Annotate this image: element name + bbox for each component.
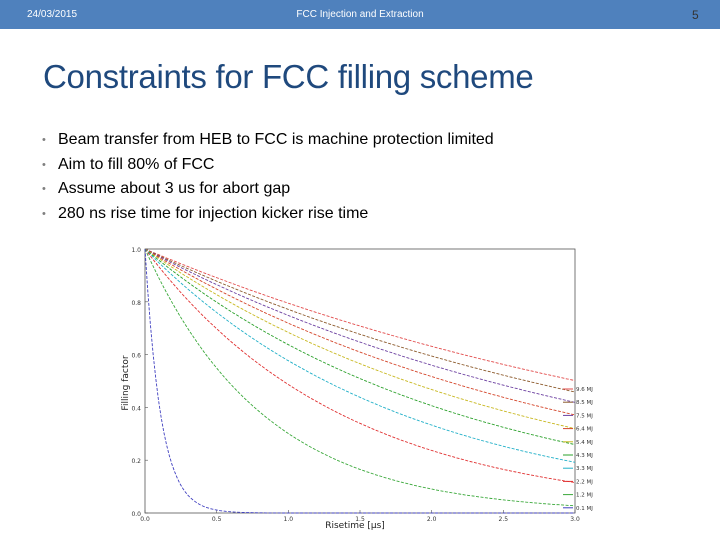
- bullet-icon: •: [42, 207, 46, 220]
- y-tick-label: 0.0: [131, 511, 141, 518]
- filling-factor-chart: [115, 243, 605, 533]
- y-tick-label: 0.6: [131, 352, 141, 360]
- bullet-icon: •: [42, 134, 46, 146]
- legend-label: 7.5 MJ: [576, 413, 593, 420]
- x-tick-label: 2.5: [498, 516, 509, 523]
- legend-label: 5.4 MJ: [576, 439, 593, 446]
- page-number: 5: [692, 8, 699, 22]
- legend-label: 1.2 MJ: [576, 492, 593, 499]
- chart-svg: [115, 243, 605, 533]
- bullet-text: 280 ns rise time for injection kicker rise time: [58, 204, 369, 222]
- y-axis-label: Filling factor: [121, 355, 131, 411]
- x-tick-label: 0.0: [140, 516, 150, 523]
- header-date: 24/03/2015: [27, 9, 78, 20]
- bullet-list: [42, 128, 494, 226]
- legend-label: 9.6 MJ: [576, 387, 593, 393]
- y-tick-label: 0.8: [131, 299, 141, 307]
- x-tick-label: 1.0: [283, 516, 294, 523]
- header-bar: [0, 0, 720, 29]
- x-axis-label: Risetime [μs]: [325, 521, 385, 531]
- legend-label: 2.2 MJ: [576, 479, 593, 486]
- x-tick-label: 1.5: [355, 516, 365, 523]
- legend-label: 8.5 MJ: [576, 400, 593, 407]
- bullet-text: Assume about 3 us for abort gap: [58, 180, 291, 197]
- bullet-item: [42, 153, 494, 178]
- bullet-icon: •: [42, 158, 46, 171]
- bullet-icon: •: [42, 183, 46, 195]
- y-tick-label: 1.0: [131, 247, 141, 254]
- bullet-text: Beam transfer from HEB to FCC is machine protection limited: [58, 131, 494, 148]
- header-presentation-title: FCC Injection and Extraction: [296, 9, 424, 20]
- bullet-item: [42, 177, 494, 202]
- y-tick-label: 0.4: [131, 405, 141, 413]
- legend-label: 6.4 MJ: [576, 426, 593, 433]
- x-tick-label: 0.5: [211, 516, 222, 523]
- bullet-text: Aim to fill 80% of FCC: [58, 155, 215, 173]
- plot-area: [145, 249, 575, 513]
- x-tick-label: 2.0: [426, 516, 437, 523]
- x-tick-label: 3.0: [570, 516, 580, 523]
- slide-title: Constraints for FCC filling scheme: [43, 58, 534, 95]
- legend-label: 4.3 MJ: [576, 453, 593, 459]
- bullet-item: [42, 202, 494, 227]
- legend-label: 3.3 MJ: [576, 466, 593, 473]
- legend-label: 0.1 MJ: [576, 505, 593, 512]
- y-tick-label: 0.2: [131, 458, 141, 466]
- bullet-item: [42, 128, 494, 153]
